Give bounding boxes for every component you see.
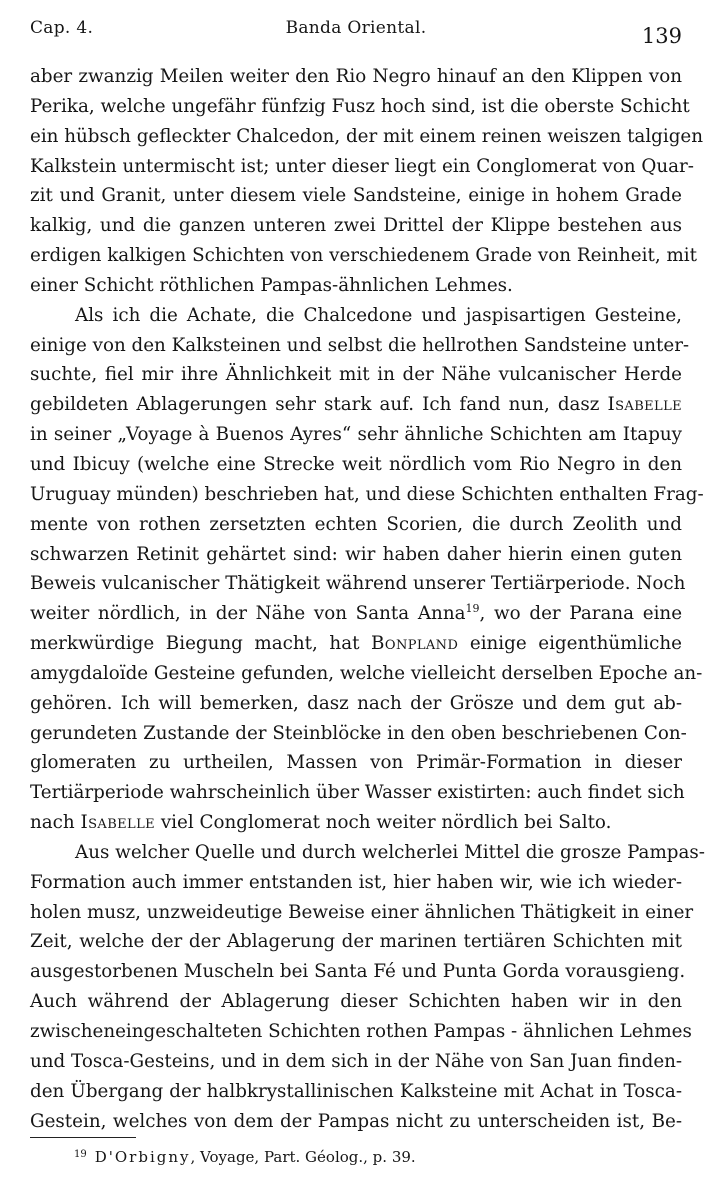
text-line: erdigen kalkigen Schichten von verschiedenem Grade von Reinheit, mit xyxy=(30,245,697,267)
text-line: zwischeneingeschalteten Schichten rothen Pampas - ähnlichen Lehmes xyxy=(30,1021,692,1042)
text-line: ein hübsch gefleckter Chalcedon, der mit einem reinen weiszen talgigen xyxy=(30,125,704,147)
text-line: einige von den Kalksteinen und selbst die hellrothen Sandsteine unter- xyxy=(30,334,690,356)
chapter-label: Cap. 4. xyxy=(30,18,94,38)
text-line xyxy=(30,599,682,629)
body-text xyxy=(30,62,705,1136)
text-line: und Tosca-Gesteins, und in dem sich in der Nähe von San Juan finden- xyxy=(30,1050,683,1072)
text-line: den Übergang der halbkrystallinischen Kalksteine mit Achat in Tosca- xyxy=(30,1080,682,1102)
text-line: aber zwanzig Meilen weiter den Rio Negro hinauf an den Klippen von xyxy=(30,66,682,87)
text-line: gerundeten Zustande der Steinblöcke in den oben beschriebenen Con- xyxy=(30,722,687,744)
text-line xyxy=(30,390,682,420)
footnote-divider xyxy=(30,1137,136,1138)
text-line: glomeraten zu urtheilen, Massen von Primär-Formation in dieser xyxy=(30,752,682,774)
line-segment: merkwürdige Biegung macht, hat xyxy=(30,633,360,655)
line-segment: gebildeten Ablagerungen sehr stark auf. Ich fand nun, dasz xyxy=(30,394,600,416)
text-line: Auch während der Ablagerung dieser Schichten haben wir in den xyxy=(30,991,682,1013)
text-line xyxy=(30,629,682,659)
line-segment: , wo der Parana eine xyxy=(479,603,683,625)
line-segment: einige eigenthümliche xyxy=(458,633,682,655)
line-segment: weiter nördlich, in der Nähe von Santa Anna xyxy=(30,603,466,625)
page-number: 139 xyxy=(641,24,682,48)
footnote xyxy=(74,1148,416,1166)
text-line: amygdaloïde Gesteine gefunden, welche vielleicht derselben Epoche an- xyxy=(30,662,703,684)
line-segment: nach xyxy=(30,812,75,834)
text-line: zit und Granit, unter diesem viele Sandsteine, einige in hohem Grade xyxy=(30,185,682,207)
text-line: Beweis vulcanischer Thätigkeit während unserer Tertiärperiode. Noch xyxy=(30,573,686,595)
footnote-reference[interactable]: 19 xyxy=(465,602,480,616)
author-name-isabelle: Isabelle xyxy=(607,394,683,416)
footnote-citation: , Voyage, Part. Géolog., p. 39. xyxy=(190,1148,416,1166)
text-line: mente von rothen zersetzten echten Scorien, die durch Zeolith und xyxy=(30,513,682,535)
text-line: einer Schicht röthlichen Pampas-ähnlichen Lehmes. xyxy=(30,274,513,296)
running-title: Banda Oriental. xyxy=(285,18,427,38)
text-line: Zeit, welche der der Ablagerung der marinen tertiären Schichten mit xyxy=(30,931,682,953)
text-line: kalkig, und die ganzen unteren zwei Drittel der Klippe bestehen aus xyxy=(30,215,682,237)
text-line: suchte, fiel mir ihre Ähnlichkeit mit in der Nähe vulcanischer Herde xyxy=(30,364,682,386)
text-line: Formation auch immer entstanden ist, hier haben wir, wie ich wieder- xyxy=(30,871,682,893)
author-name-bonpland: Bonpland xyxy=(371,633,459,655)
text-line: schwarzen Retinit gehärtet sind: wir haben daher hierin einen guten xyxy=(30,543,682,565)
text-line: Tertiärperiode wahrscheinlich über Wasser existirten: auch findet sich xyxy=(30,782,685,804)
text-line: Perika, welche ungefähr fünfzig Fusz hoch sind, ist die oberste Schicht xyxy=(30,95,690,117)
text-line: Aus welcher Quelle und durch welcherlei Mittel die grosze Pampas- xyxy=(75,841,705,863)
line-segment: viel Conglomerat noch weiter nördlich bei Salto. xyxy=(155,812,612,834)
footnote-author: D'Orbigny xyxy=(94,1148,191,1166)
text-line xyxy=(30,808,682,838)
footnote-number: 19 xyxy=(74,1149,87,1160)
text-line: holen musz, unzweideutige Beweise einer ähnlichen Thätigkeit in einer xyxy=(30,901,694,923)
text-line: Als ich die Achate, die Chalcedone und jaspisartigen Gesteine, xyxy=(75,304,682,326)
text-line: und Ibicuy (welche eine Strecke weit nördlich vom Rio Negro in den xyxy=(30,453,682,475)
text-line: Kalkstein untermischt ist; unter dieser liegt ein Conglomerat von Quar- xyxy=(30,155,694,177)
text-line: in seiner „Voyage à Buenos Ayres“ sehr ähnliche Schichten am Itapuy xyxy=(30,424,682,446)
text-line: gehören. Ich will bemerken, dasz nach der Grösze und dem gut ab- xyxy=(30,692,682,714)
text-line: ausgestorbenen Muscheln bei Santa Fé und Punta Gorda vorausgieng. xyxy=(30,961,686,983)
running-header xyxy=(30,18,682,48)
author-name-isabelle: Isabelle xyxy=(80,812,156,834)
text-line: Uruguay münden) beschrieben hat, und diese Schichten enthalten Frag- xyxy=(30,483,704,505)
text-line: Gestein, welches von dem der Pampas nicht zu unterscheiden ist, Be- xyxy=(30,1110,682,1132)
